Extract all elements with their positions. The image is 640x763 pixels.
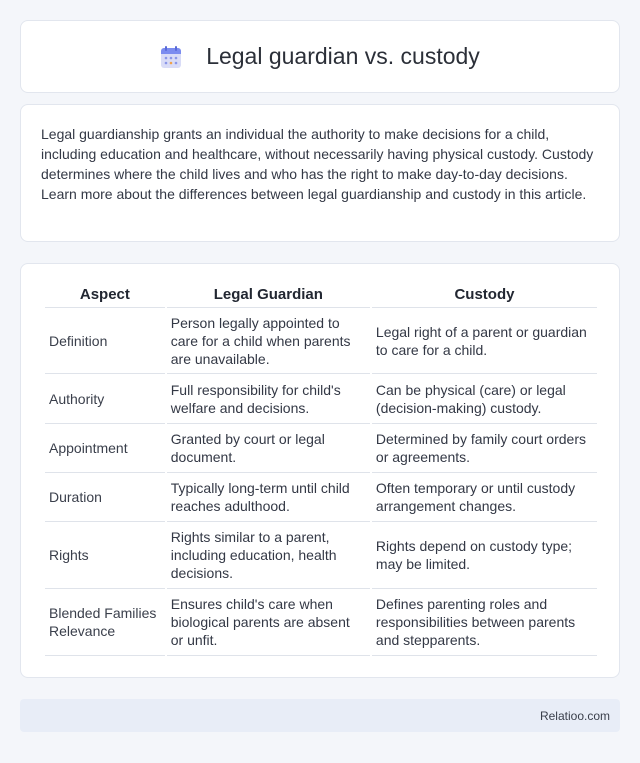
column-header-custody: Custody bbox=[372, 282, 597, 308]
comparison-card bbox=[20, 263, 620, 678]
row-legal-guardian: Ensures child's care when biological parents are absent or unfit. bbox=[167, 589, 370, 656]
row-aspect: Appointment bbox=[45, 424, 165, 473]
table-row bbox=[45, 374, 597, 424]
calendar-icon bbox=[160, 45, 182, 69]
row-custody: Defines parenting roles and responsibilities between parents and stepparents. bbox=[372, 589, 597, 656]
table-row bbox=[45, 424, 597, 473]
table-row bbox=[45, 473, 597, 522]
row-aspect: Blended Families Relevance bbox=[45, 589, 165, 656]
row-custody: Can be physical (care) or legal (decision-making) custody. bbox=[372, 374, 597, 424]
table-row bbox=[45, 522, 597, 589]
row-legal-guardian: Rights similar to a parent, including education, health decisions. bbox=[167, 522, 370, 589]
title-card bbox=[20, 20, 620, 93]
comparison-table bbox=[43, 282, 599, 656]
row-legal-guardian: Granted by court or legal document. bbox=[167, 424, 370, 473]
intro-card bbox=[20, 104, 620, 242]
row-custody: Often temporary or until custody arrangement changes. bbox=[372, 473, 597, 522]
row-legal-guardian: Person legally appointed to care for a child when parents are unavailable. bbox=[167, 308, 370, 374]
row-legal-guardian: Typically long-term until child reaches adulthood. bbox=[167, 473, 370, 522]
footer bbox=[20, 699, 620, 732]
table-header-row bbox=[45, 282, 597, 308]
page-title: Legal guardian vs. custody bbox=[206, 43, 480, 69]
row-aspect: Rights bbox=[45, 522, 165, 589]
footer-brand: Relatioo.com bbox=[539, 708, 610, 723]
row-custody: Legal right of a parent or guardian to care for a child. bbox=[372, 308, 597, 374]
row-custody: Determined by family court orders or agreements. bbox=[372, 424, 597, 473]
row-custody: Rights depend on custody type; may be limited. bbox=[372, 522, 597, 589]
row-aspect: Authority bbox=[45, 374, 165, 424]
intro-paragraph: Legal guardianship grants an individual the authority to make decisions for a child, including education and healthcare, without necessarily having physical custody. Custody determines where the child lives and who has the right to make day-to-day decisions. Learn more about the differences between legal guardianship and custody in this article. bbox=[41, 126, 594, 202]
row-legal-guardian: Full responsibility for child's welfare and decisions. bbox=[167, 374, 370, 424]
table-row bbox=[45, 308, 597, 374]
table-row bbox=[45, 589, 597, 656]
column-header-legal-guardian: Legal Guardian bbox=[167, 282, 370, 308]
row-aspect: Definition bbox=[45, 308, 165, 374]
column-header-aspect: Aspect bbox=[45, 282, 165, 308]
row-aspect: Duration bbox=[45, 473, 165, 522]
